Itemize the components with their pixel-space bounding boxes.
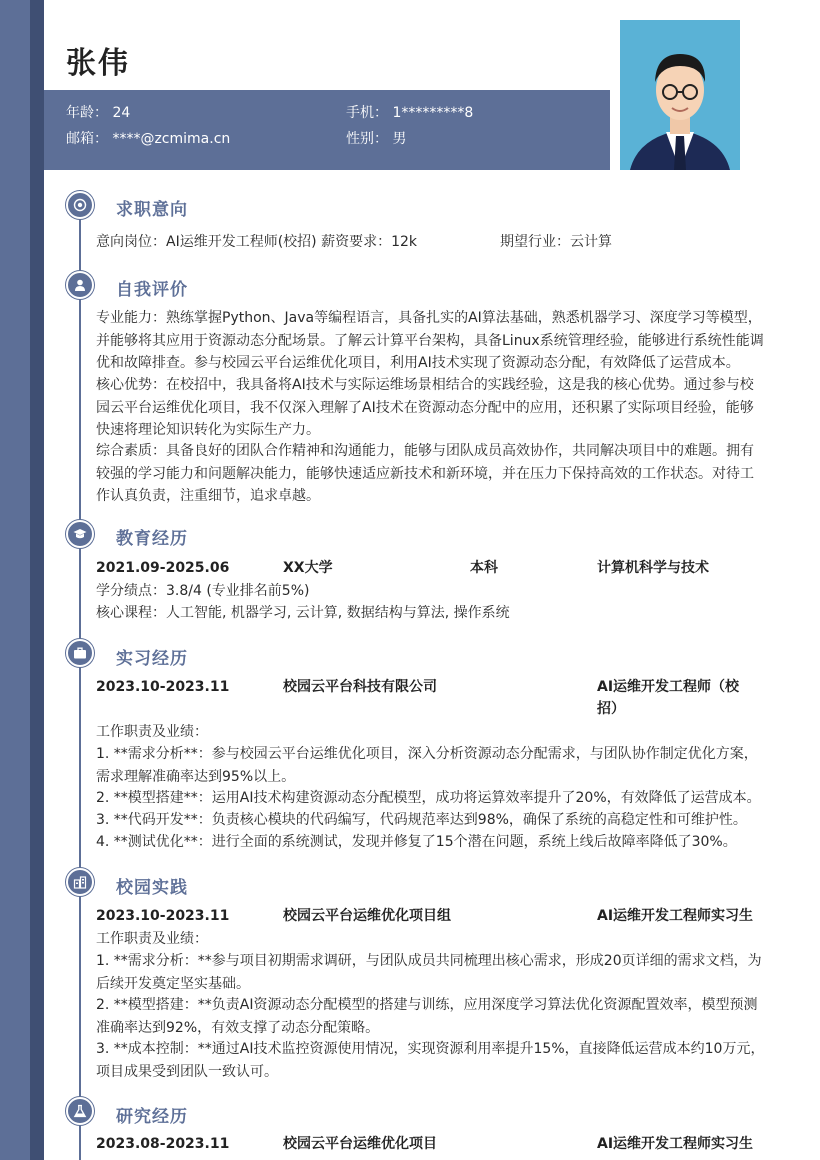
timeline-line	[79, 190, 81, 1160]
profile-photo	[620, 20, 740, 170]
left-decorative-stripe-dark	[30, 0, 44, 1160]
left-decorative-stripe	[0, 0, 30, 1160]
building-icon	[66, 868, 94, 896]
education-period: 2021.09-2025.06	[96, 560, 230, 576]
campus-item-2: 2. **模型搭建：**负责AI资源动态分配模型的搭建与训练，应用深度学习算法优化资源配置效率，模型预测准确率达到92%，有效支撑了动态分配策略。	[96, 997, 758, 1036]
campus-item-1: 1. **需求分析：**参与项目初期需求调研，与团队成员共同梳理出核心需求，形成20页详细的需求文档，为后续开发奠定坚实基础。	[96, 953, 762, 992]
internship-company: 校园云平台科技有限公司	[283, 679, 437, 695]
flask-icon	[66, 1097, 94, 1125]
age-field: 年龄： 24	[66, 105, 131, 121]
education-gpa: 学分绩点：3.8/4 (专业排名前5%)	[96, 583, 310, 599]
internship-item-2: 2. **模型搭建**：运用AI技术构建资源动态分配模型，成功将运算效率提升了20%，有效降低了运营成本。	[96, 790, 761, 806]
email-field: 邮箱： ****@zcmima.cn	[66, 131, 231, 147]
internship-period: 2023.10-2023.11	[96, 679, 230, 695]
graduation-cap-icon	[66, 520, 94, 548]
internship-duties-label: 工作职责及业绩：	[96, 724, 208, 740]
campus-duties-label: 工作职责及业绩：	[96, 931, 208, 947]
research-period: 2023.08-2023.11	[96, 1136, 230, 1152]
internship-role-line2: 招）	[597, 701, 625, 717]
section-title-job-intent: 求职意向	[116, 200, 188, 220]
self-eval-core-strength: 核心优势：在校招中，我具备将AI技术与实际运维场景相结合的实践经验，这是我的核心优势。通过参与校园云平台运维优化项目，我不仅深入理解了AI技术在资源动态分配中的应用，还积累了实际项目经验，能够快速将理论知识转化为实际生产力。	[96, 377, 754, 438]
self-eval-overall: 综合素质：具备良好的团队合作精神和沟通能力，能够与团队成员高效协作，共同解决项目中的难题。拥有较强的学习能力和问题解决能力，能够快速适应新技术和新环境，并在压力下保持高效的工作状态。对待工作认真负责，注重细节，追求卓越。	[96, 443, 754, 504]
research-role: AI运维开发工程师实习生	[597, 1136, 754, 1152]
gender-field: 性别： 男	[346, 131, 407, 147]
education-major: 计算机科学与技术	[597, 560, 709, 576]
target-icon	[66, 191, 94, 219]
person-icon	[66, 271, 94, 299]
education-courses: 核心课程：人工智能, 机器学习, 云计算, 数据结构与算法, 操作系统	[96, 605, 510, 621]
education-school: XX大学	[283, 560, 333, 576]
section-title-self-eval: 自我评价	[116, 280, 188, 300]
internship-item-3: 3. **代码开发**：负责核心模块的代码编写，代码规范率达到98%，确保了系统的高稳定性和可维护性。	[96, 812, 747, 828]
research-project: 校园云平台运维优化项目	[283, 1136, 437, 1152]
campus-org: 校园云平台运维优化项目组	[283, 908, 451, 924]
campus-item-3: 3. **成本控制：**通过AI技术监控资源使用情况，实现资源利用率提升15%，直接降低运营成本约10万元，项目成果受到团队一致认可。	[96, 1041, 765, 1080]
section-title-campus: 校园实践	[116, 878, 188, 898]
candidate-name: 张伟	[66, 46, 130, 81]
section-title-education: 教育经历	[116, 529, 188, 549]
campus-period: 2023.10-2023.11	[96, 908, 230, 924]
internship-role-line1: AI运维开发工程师（校	[597, 679, 740, 695]
intent-position-salary: 意向岗位：AI运维开发工程师(校招) 薪资要求：12k	[96, 234, 418, 250]
section-title-research: 研究经历	[116, 1107, 188, 1127]
internship-item-1: 1. **需求分析**：参与校园云平台运维优化项目，深入分析资源动态分配需求，与团队协作制定优化方案，需求理解准确率达到95%以上。	[96, 746, 758, 785]
campus-role: AI运维开发工程师实习生	[597, 908, 754, 924]
education-degree: 本科	[470, 560, 498, 576]
briefcase-icon	[66, 639, 94, 667]
section-title-internship: 实习经历	[116, 649, 188, 669]
phone-field: 手机： 1*********8	[346, 105, 474, 121]
internship-item-4: 4. **测试优化**：进行全面的系统测试，发现并修复了15个潜在问题，系统上线后故障率降低了30%。	[96, 834, 737, 850]
intent-industry: 期望行业：云计算	[500, 234, 612, 250]
self-eval-professional: 专业能力：熟练掌握Python、Java等编程语言，具备扎实的AI算法基础，熟悉机器学习、深度学习等模型，并能够将其应用于资源动态分配场景。了解云计算平台架构，具备Linux系统管理经验，能够进行系统性能调优和故障排查。参与校园云平台运维优化项目，利用AI技术实现了资源动态分配，有效降低了运营成本。	[96, 310, 764, 371]
